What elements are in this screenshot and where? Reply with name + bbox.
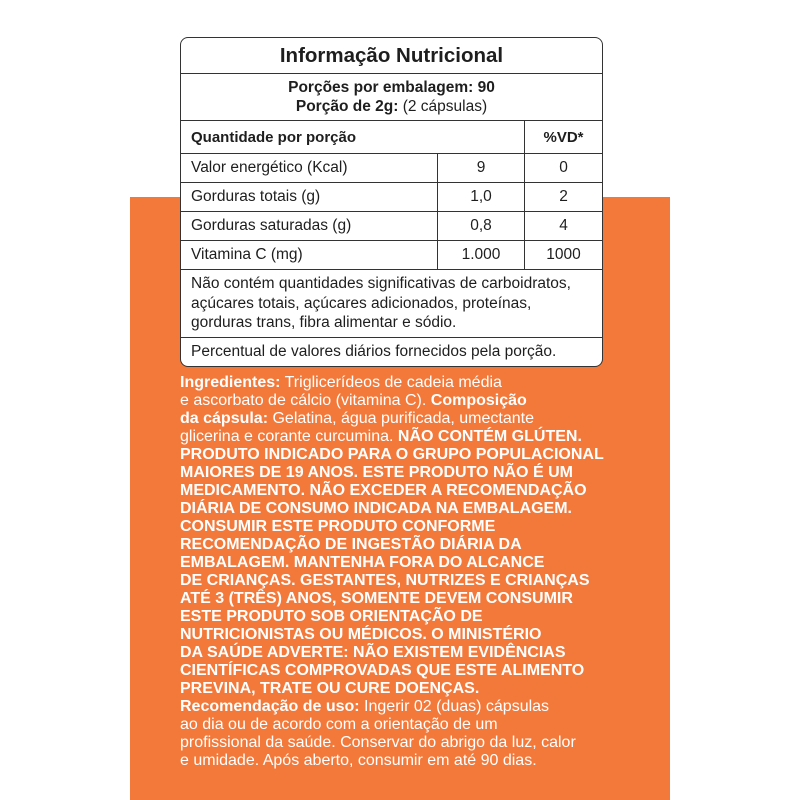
nutrient-name: Vitamina C (mg) [191,246,303,263]
nutrient-name: Gorduras totais (g) [191,188,321,205]
note-line: gorduras trans, fibra alimentar e sódio. [191,314,457,332]
nutrition-facts-table [180,37,603,367]
nutrient-amount: 0,8 [437,212,524,240]
nutrient-daily-value: 2 [524,183,602,211]
warning-text-line: EMBALAGEM. MANTENHA FORA DO ALCANCE [180,554,545,571]
warning-text-line: DE CRIANÇAS. GESTANTES, NUTRIZES E CRIANÇAS [180,572,590,589]
ingredients-heading: Ingredientes: [180,374,281,391]
header-quantity: Quantidade por porção [191,128,357,146]
serving-size [296,97,487,116]
warning-text-line: NUTRICIONISTAS OU MÉDICOS. O MINISTÉRIO [180,626,542,643]
footnote-text: Percentual de valores diários fornecidos pela porção. [191,343,557,360]
label-text-line [180,374,660,392]
table-row [181,212,602,241]
warning-text-line: ATÉ 3 (TRÊS) ANOS, SOMENTE DEVEM CONSUMIR [180,590,573,607]
nutrient-daily-value: 4 [524,212,602,240]
warning-text-line: RECOMENDAÇÃO DE INGESTÃO DIÁRIA DA [180,536,522,553]
usage-text-line: e umidade. Após aberto, consumir em até 90 dias. [180,752,537,769]
label-text-line [180,428,660,446]
table-title-row [181,38,602,74]
nutrient-daily-value: 1000 [524,241,602,269]
serving-info-row [181,74,602,121]
usage-text-line: ao dia ou de acordo com a orientação de um [180,716,498,733]
gluten-warning: NÃO CONTÉM GLÚTEN. [397,428,582,445]
capsule-composition-text: glicerina e corante curcumina. [180,428,398,445]
note-line: açúcares totais, açúcares adicionados, proteínas, [191,294,532,312]
table-title: Informação Nutricional [279,43,504,67]
table-row [181,183,602,212]
nutrient-daily-value: 0 [524,154,602,182]
header-daily-value: %VD* [524,121,602,153]
note-line: Não contém quantidades significativas de carboidratos, [191,275,571,293]
nutrient-amount: 9 [437,154,524,182]
warning-text-line: PRODUTO INDICADO PARA O GRUPO POPULACIONAL [180,446,604,463]
warning-text-line: PREVINA, TRATE OU CURE DOENÇAS. [180,680,480,697]
usage-text-line: profissional da saúde. Conservar do abrigo da luz, calor [180,734,576,751]
label-text-block [180,374,660,770]
capsule-composition-text: Gelatina, água purificada, umectante [268,410,534,427]
servings-per-package: Porções por embalagem: 90 [288,79,495,96]
warning-text-line: CONSUMIR ESTE PRODUTO CONFORME [180,518,496,535]
table-row [181,241,602,270]
warning-text-line: DIÁRIA DE CONSUMO INDICADA NA EMBALAGEM. [180,500,572,517]
insignificant-amounts-note [181,270,602,338]
nutrient-amount: 1,0 [437,183,524,211]
capsule-composition-heading: da cápsula: [180,410,269,427]
label-text-line [180,410,660,428]
label-text-line [180,392,660,410]
label-text-line [180,698,660,716]
usage-text: Ingerir 02 (duas) cápsulas [359,698,550,715]
warning-text-line: DA SAÚDE ADVERTE: NÃO EXISTEM EVIDÊNCIAS [180,644,566,661]
ingredients-text: e ascorbato de cálcio (vitamina C). [180,392,431,409]
nutrient-name: Gorduras saturadas (g) [191,217,352,234]
table-header-row [181,121,602,154]
nutrient-name: Valor energético (Kcal) [191,159,348,176]
daily-value-footnote [181,338,602,366]
warning-text-line: ESTE PRODUTO SOB ORIENTAÇÃO DE [180,608,483,625]
nutrient-amount: 1.000 [437,241,524,269]
ingredients-text: Triglicerídeos de cadeia média [280,374,502,391]
warning-text-line: CIENTÍFICAS COMPROVADAS QUE ESTE ALIMENTO [180,662,585,679]
warning-text-line: MAIORES DE 19 ANOS. ESTE PRODUTO NÃO É UM [180,464,573,481]
warning-text-line: MEDICAMENTO. NÃO EXCEDER A RECOMENDAÇÃO [180,482,587,499]
capsule-composition-heading: Composição [430,392,527,409]
usage-heading: Recomendação de uso: [180,698,360,715]
serving-size-label: Porção de 2g: [295,98,399,115]
serving-size-value: (2 cápsulas) [402,98,488,115]
table-row [181,154,602,183]
